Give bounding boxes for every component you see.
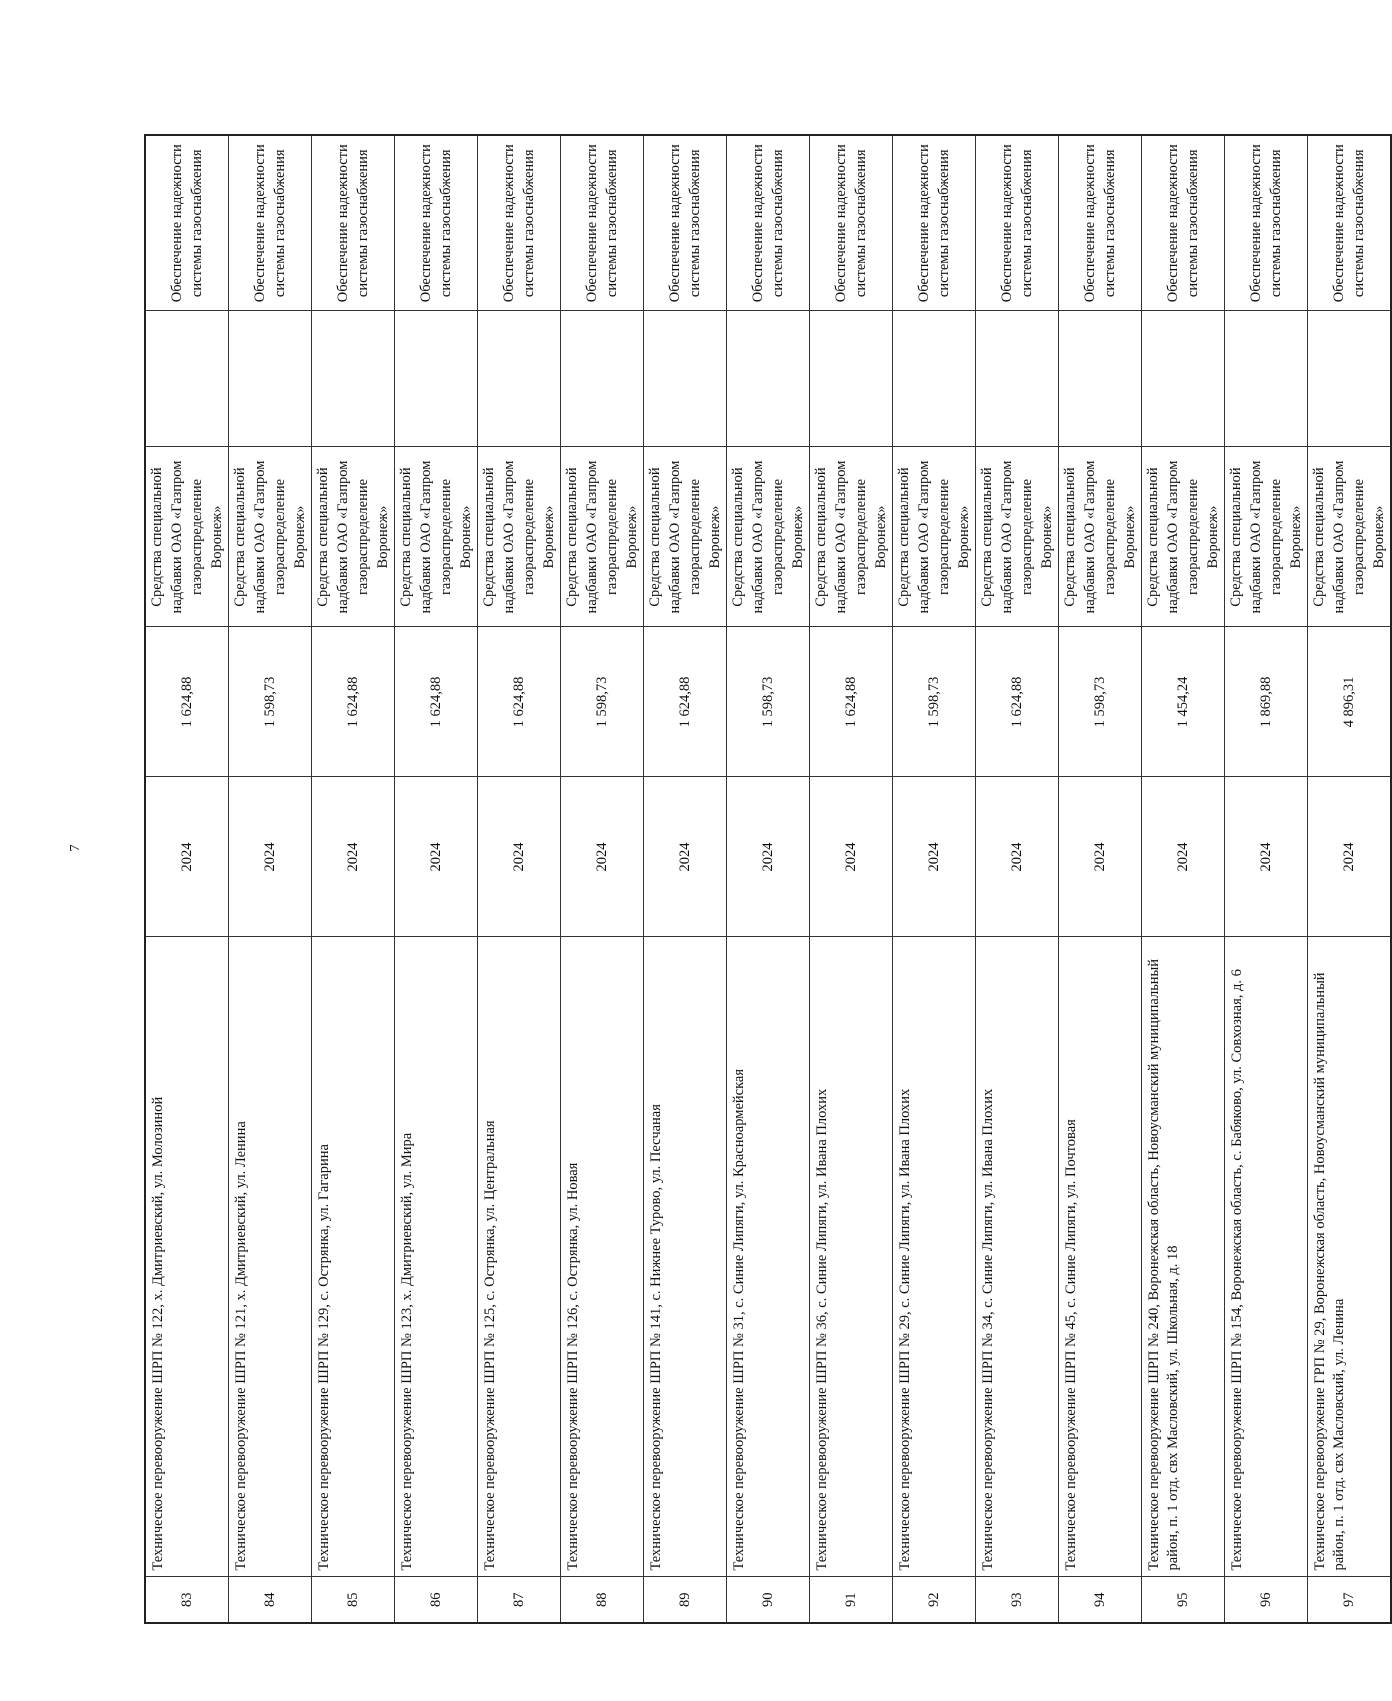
object-name-cell: Техническое перевооружение ШРП № 141, с. Нижнее Турово, ул. Песчаная [644,937,727,1577]
row-number-cell: 91 [810,1577,893,1623]
purpose-cell: Обеспечение надежности системы газоснабжения [1225,135,1308,311]
funding-source-cell: Средства специальной надбавки ОАО «Газпром газораспределение Воронеж» [976,447,1059,627]
object-name-cell: Техническое перевооружение ГРП № 29, Воронежская область, Новоусманский муниципальный район, п. 1 отд. свх Масловский, ул. Ленина [1308,937,1392,1577]
amount-cell: 1 624,88 [644,627,727,777]
funding-source-cell: Средства специальной надбавки ОАО «Газпром газораспределение Воронеж» [145,447,229,627]
amount-cell: 1 624,88 [478,627,561,777]
row-number-cell: 94 [1059,1577,1142,1623]
amount-cell: 1 624,88 [312,627,395,777]
funding-source-cell: Средства специальной надбавки ОАО «Газпром газораспределение Воронеж» [1059,447,1142,627]
purpose-cell: Обеспечение надежности системы газоснабжения [810,135,893,311]
amount-cell: 1 624,88 [145,627,229,777]
purpose-cell: Обеспечение надежности системы газоснабжения [561,135,644,311]
empty-cell [561,311,644,447]
year-cell: 2024 [810,777,893,937]
row-number-cell: 87 [478,1577,561,1623]
empty-cell [395,311,478,447]
funding-source-cell: Средства специальной надбавки ОАО «Газпром газораспределение Воронеж» [229,447,312,627]
object-name-cell: Техническое перевооружение ШРП № 29, с. Синие Липяги, ул. Ивана Плохих [893,937,976,1577]
object-name-cell: Техническое перевооружение ШРП № 126, с. Острянка, ул. Новая [561,937,644,1577]
object-name-cell: Техническое перевооружение ШРП № 122, х. Дмитриевский, ул. Молозиной [145,937,229,1577]
object-name-cell: Техническое перевооружение ШРП № 36, с. Синие Липяги, ул. Ивана Плохих [810,937,893,1577]
funding-source-cell: Средства специальной надбавки ОАО «Газпром газораспределение Воронеж» [395,447,478,627]
object-name-cell: Техническое перевооружение ШРП № 125, с. Острянка, ул. Центральная [478,937,561,1577]
purpose-cell: Обеспечение надежности системы газоснабжения [229,135,312,311]
year-cell: 2024 [727,777,810,937]
year-cell: 2024 [312,777,395,937]
amount-cell: 1 454,24 [1142,627,1225,777]
object-name-cell: Техническое перевооружение ШРП № 123, х. Дмитриевский, ул. Мира [395,937,478,1577]
funding-source-cell: Средства специальной надбавки ОАО «Газпром газораспределение Воронеж» [312,447,395,627]
row-number-cell: 92 [893,1577,976,1623]
amount-cell: 1 598,73 [727,627,810,777]
object-name-cell: Техническое перевооружение ШРП № 240, Воронежская область, Новоусманский муниципальный район, п. 1 отд. свх Масловский, ул. Школьная, д. 18 [1142,937,1225,1577]
object-name-cell: Техническое перевооружение ШРП № 121, х. Дмитриевский, ул. Ленина [229,937,312,1577]
object-name-cell: Техническое перевооружение ШРП № 154, Воронежская область, с. Бабяково, ул. Совхозная, д. 6 [1225,937,1308,1577]
funding-source-cell: Средства специальной надбавки ОАО «Газпром газораспределение Воронеж» [1308,447,1392,627]
table-row [644,135,727,1623]
year-cell: 2024 [1225,777,1308,937]
empty-cell [1142,311,1225,447]
object-name-cell: Техническое перевооружение ШРП № 31, с. Синие Липяги, ул. Красноармейская [727,937,810,1577]
funding-source-cell: Средства специальной надбавки ОАО «Газпром газораспределение Воронеж» [1142,447,1225,627]
empty-cell [145,311,229,447]
table-row [893,135,976,1623]
amount-cell: 1 598,73 [1059,627,1142,777]
empty-cell [478,311,561,447]
year-cell: 2024 [395,777,478,937]
empty-cell [644,311,727,447]
purpose-cell: Обеспечение надежности системы газоснабжения [976,135,1059,311]
empty-cell [810,311,893,447]
table-row [1142,135,1225,1623]
year-cell: 2024 [145,777,229,937]
table-body [145,135,1391,1623]
funding-source-cell: Средства специальной надбавки ОАО «Газпром газораспределение Воронеж» [644,447,727,627]
year-cell: 2024 [644,777,727,937]
rotated-page-content [0,81,1387,1701]
funding-source-cell: Средства специальной надбавки ОАО «Газпром газораспределение Воронеж» [1225,447,1308,627]
table-row [810,135,893,1623]
year-cell: 2024 [478,777,561,937]
amount-cell: 4 896,31 [1308,627,1392,777]
row-number-cell: 96 [1225,1577,1308,1623]
row-number-cell: 97 [1308,1577,1392,1623]
empty-cell [727,311,810,447]
table-row [312,135,395,1623]
purpose-cell: Обеспечение надежности системы газоснабжения [893,135,976,311]
investment-program-table [144,134,1392,1624]
row-number-cell: 88 [561,1577,644,1623]
purpose-cell: Обеспечение надежности системы газоснабжения [644,135,727,311]
empty-cell [976,311,1059,447]
empty-cell [312,311,395,447]
amount-cell: 1 598,73 [229,627,312,777]
year-cell: 2024 [561,777,644,937]
purpose-cell: Обеспечение надежности системы газоснабжения [1059,135,1142,311]
year-cell: 2024 [1059,777,1142,937]
row-number-cell: 90 [727,1577,810,1623]
purpose-cell: Обеспечение надежности системы газоснабжения [478,135,561,311]
purpose-cell: Обеспечение надежности системы газоснабжения [312,135,395,311]
table-row [727,135,810,1623]
table-row [1308,135,1392,1623]
amount-cell: 1 869,88 [1225,627,1308,777]
year-cell: 2024 [1142,777,1225,937]
table-row [395,135,478,1623]
row-number-cell: 83 [145,1577,229,1623]
table-row [1059,135,1142,1623]
object-name-cell: Техническое перевооружение ШРП № 45, с. Синие Липяги, ул. Почтовая [1059,937,1142,1577]
amount-cell: 1 624,88 [810,627,893,777]
empty-cell [1225,311,1308,447]
table-row [1225,135,1308,1623]
purpose-cell: Обеспечение надежности системы газоснабжения [1142,135,1225,311]
funding-source-cell: Средства специальной надбавки ОАО «Газпром газораспределение Воронеж» [810,447,893,627]
row-number-cell: 86 [395,1577,478,1623]
page-number: 7 [68,844,83,852]
table-row [976,135,1059,1623]
table-row [478,135,561,1623]
funding-source-cell: Средства специальной надбавки ОАО «Газпром газораспределение Воронеж» [478,447,561,627]
year-cell: 2024 [893,777,976,937]
purpose-cell: Обеспечение надежности системы газоснабжения [395,135,478,311]
object-name-cell: Техническое перевооружение ШРП № 34, с. Синие Липяги, ул. Ивана Плохих [976,937,1059,1577]
year-cell: 2024 [1308,777,1392,937]
purpose-cell: Обеспечение надежности системы газоснабжения [1308,135,1392,311]
row-number-cell: 84 [229,1577,312,1623]
table-row [145,135,229,1623]
amount-cell: 1 598,73 [893,627,976,777]
row-number-cell: 89 [644,1577,727,1623]
table-row [561,135,644,1623]
empty-cell [229,311,312,447]
funding-source-cell: Средства специальной надбавки ОАО «Газпром газораспределение Воронеж» [561,447,644,627]
amount-cell: 1 624,88 [395,627,478,777]
object-name-cell: Техническое перевооружение ШРП № 129, с. Острянка, ул. Гагарина [312,937,395,1577]
year-cell: 2024 [229,777,312,937]
row-number-cell: 85 [312,1577,395,1623]
table-row [229,135,312,1623]
empty-cell [1059,311,1142,447]
purpose-cell: Обеспечение надежности системы газоснабжения [727,135,810,311]
amount-cell: 1 598,73 [561,627,644,777]
purpose-cell: Обеспечение надежности системы газоснабжения [145,135,229,311]
empty-cell [893,311,976,447]
row-number-cell: 93 [976,1577,1059,1623]
funding-source-cell: Средства специальной надбавки ОАО «Газпром газораспределение Воронеж» [727,447,810,627]
empty-cell [1308,311,1392,447]
year-cell: 2024 [976,777,1059,937]
funding-source-cell: Средства специальной надбавки ОАО «Газпром газораспределение Воронеж» [893,447,976,627]
amount-cell: 1 624,88 [976,627,1059,777]
row-number-cell: 95 [1142,1577,1225,1623]
